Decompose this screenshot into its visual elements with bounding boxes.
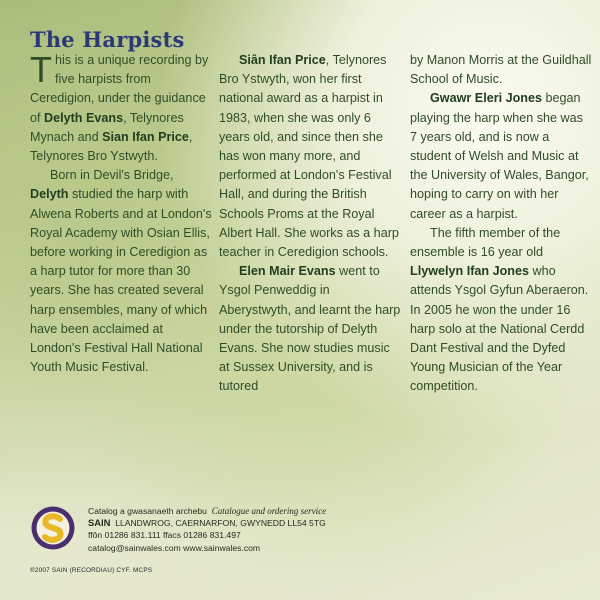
catalog-cy: Catalog a gwasanaeth archebu — [88, 506, 207, 516]
text-run: who attends Ysgol Gyfun Aberaeron. In 2005 he won the under 16 harp solo at the National Cerdd Dant Festival and the Dyfed Young Musician of the Year competition. — [410, 264, 589, 394]
drop-cap: T — [30, 49, 52, 90]
sain-logo-icon — [30, 505, 76, 551]
text-column-3 — [410, 51, 592, 397]
address: LLANDWROG, CAERNARFON, GWYNEDD LL54 5TG — [115, 518, 326, 529]
ordering-info — [88, 505, 348, 554]
harpist-name: Siân Ifan Price — [239, 53, 326, 67]
text-run: studied the harp with Alwena Roberts and at London's Royal Academy with Osian Ellis, before working in Ceredigion as a harp tutor for more than 30 years. She has created several harp ensembles, many of which have been acclaimed at London's Festival Hall National Youth Music Festival. — [30, 187, 212, 375]
text-run: his is a unique recording by five harpists from Ceredigion, under the guidance of — [30, 53, 209, 125]
text-run: went to Ysgol Penweddig in Aberystwyth, and learnt the harp under the tutorship of Delyth Evans. She now studies music at Sussex University, and is tutored — [219, 264, 401, 394]
harpist-name: Sian Ifan Price — [102, 129, 189, 144]
text-run: began playing the harp when she was 7 years old, and is now a student of Welsh and Music at the University of Wales, Bangor, hoping to carry on with her career as a harpist. — [410, 91, 589, 221]
paragraph — [410, 89, 592, 223]
paragraph — [410, 224, 592, 397]
harpist-name: Elen Mair Evans — [239, 264, 336, 279]
text-column-1 — [30, 51, 212, 377]
harpist-name: Gwawr Eleri Jones — [430, 91, 542, 106]
text-run: , Telynores Mynach and — [30, 110, 184, 144]
text-run: , Telynores Bro Ystwyth. — [30, 129, 193, 164]
address-line — [88, 517, 348, 529]
harpist-name: Delyth Evans — [44, 110, 124, 125]
phone-line: ffôn 01286 831.111 ffacs 01286 831.497 — [88, 530, 241, 541]
page-title: The Harpists — [30, 27, 185, 52]
harpist-name: Llywelyn Ifan Jones — [410, 264, 529, 279]
text-run: The fifth member of the ensemble is 16 year old — [410, 225, 561, 260]
copyright-notice: ®2007 SAIN (RECORDIAU) CYF. MCPS — [30, 567, 153, 574]
web-line: catalog@sainwales.com www.sainwales.com — [88, 542, 261, 553]
text-run: , Telynores Bro Ystwyth, won her first national award as a harpist in 1983, when she was only 6 years old, and since then she has won many more, and performed at London's Festival Hall, and during the British Schools Proms at the Royal Albert Hall. She works as a harp teacher in Ceredigion schools. — [219, 53, 399, 260]
text-run: Born in Devil's Bridge, — [50, 168, 174, 183]
brand-name: SAIN — [88, 517, 111, 529]
catalog-en: Catalogue and ordering service — [211, 506, 327, 516]
text-column-2 — [219, 51, 401, 397]
paragraph — [30, 51, 212, 166]
paragraph — [219, 51, 401, 262]
paragraph — [30, 166, 212, 377]
catalog-line — [88, 505, 348, 517]
paragraph: by Manon Morris at the Guildhall School of Music. — [410, 53, 592, 87]
harpist-name: Delyth — [30, 187, 69, 202]
paragraph — [219, 262, 401, 396]
